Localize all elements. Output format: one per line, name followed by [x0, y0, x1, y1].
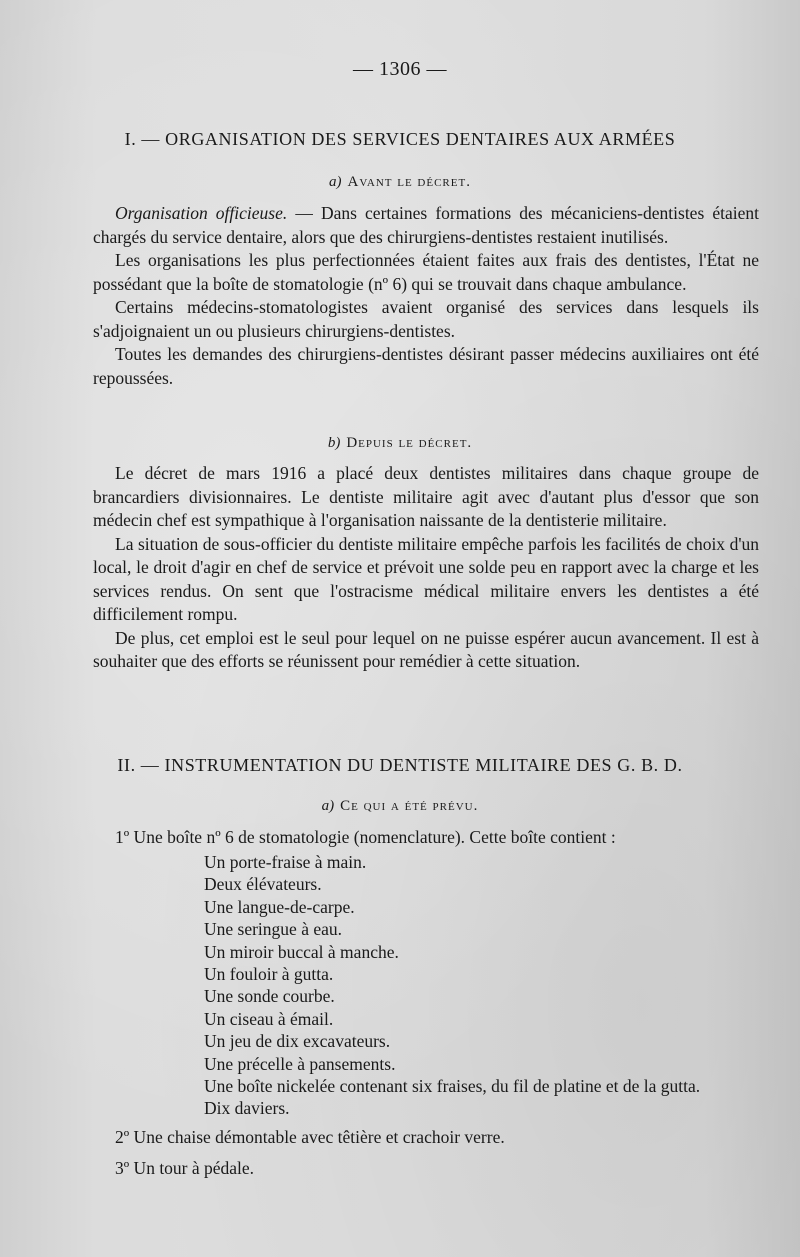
section-heading-instrumentation: II. — INSTRUMENTATION DU DENTISTE MILITAIRE DES G. B. D.	[117, 755, 683, 775]
subheading-depuis-le-decret	[0, 435, 800, 452]
list-item: Une sonde courbe.	[204, 986, 335, 1007]
subheading-ce-qui-a-ete-prevu	[0, 798, 800, 815]
paragraph-lead: Organisation officieuse.	[115, 203, 288, 223]
list-item: Un jeu de dix excavateurs.	[204, 1031, 391, 1052]
section-heading-organisation: I. — ORGANISATION DES SERVICES DENTAIRES AUX ARMÉES	[124, 129, 676, 149]
list-item: Une seringue à eau.	[204, 919, 342, 940]
subheading-letter: a)	[321, 798, 335, 814]
section1-body-after	[93, 462, 759, 674]
list-item: Dix daviers.	[204, 1098, 290, 1119]
numbered-item-3: 3º Un tour à pédale.	[115, 1158, 255, 1178]
paragraph-text: — Dans certaines formations des mécaniciens-dentistes étaient chargés du service dentaire, alors que des chirurgiens-dentistes restaient inutilisés.	[93, 203, 759, 247]
list-item: Deux élévateurs.	[204, 874, 322, 895]
list-item: Un fouloir à gutta.	[204, 964, 334, 985]
paragraph-medecins-stomatologistes: Certains médecins-stomatologistes avaient organisé des services dans lesquels ils s'adjoignaient un ou plusieurs chirurgiens-dentistes.	[93, 297, 759, 341]
subheading-letter: b)	[327, 435, 341, 451]
box-contents-list	[204, 851, 774, 1120]
paragraph-demandes: Toutes les demandes des chirurgiens-dentistes désirant passer médecins auxiliaires ont été repoussées.	[93, 344, 759, 388]
numbered-item-2: 2º Une chaise démontable avec têtière et crachoir verre.	[115, 1127, 505, 1147]
list-item: Un ciseau à émail.	[204, 1008, 334, 1029]
list-item: Une langue-de-carpe.	[204, 896, 355, 917]
paragraph-decret-mars-1916: Le décret de mars 1916 a placé deux dentistes militaires dans chaque groupe de brancardiers divisionnaires. Le dentiste militaire agit avec d'autant plus d'essor que son médecin chef est sympathique à l'organisation naissante de la dentisterie militaire.	[93, 463, 759, 530]
paragraph-organisation-officieuse	[93, 202, 759, 249]
paragraph-avancement: De plus, cet emploi est le seul pour lequel on ne puisse espérer aucun avancement. Il est à souhaiter que des efforts se réunissent pour remédier à cette situation.	[93, 627, 759, 671]
paragraph-organisations: Les organisations les plus perfectionnées étaient faites aux frais des dentistes, l'État ne possédant que la boîte de stomatologie (nº 6) qui se trouvait dans chaque ambulance.	[93, 250, 759, 294]
section1-body-before	[93, 202, 759, 390]
list-item: Un porte-fraise à main.	[204, 852, 367, 872]
subheading-title: Ce qui a été prévu.	[340, 798, 479, 814]
list-item: Une boîte nickelée contenant six fraises, du fil de platine et de la gutta.	[204, 1076, 701, 1097]
subheading-avant-le-decret	[0, 174, 800, 191]
numbered-item-1: 1º Une boîte nº 6 de stomatologie (nomenclature). Cette boîte contient :	[115, 827, 616, 847]
subheading-letter: a)	[329, 174, 342, 190]
page-number: — 1306 —	[353, 58, 447, 80]
list-item: Un miroir buccal à manche.	[204, 941, 399, 962]
list-item: Une précelle à pansements.	[204, 1053, 396, 1074]
subheading-title: Avant le décret.	[347, 174, 471, 190]
paragraph-sous-officier: La situation de sous-officier du dentiste militaire empêche parfois les facilités de choix d'un local, le droit d'agir en chef de service et prévoit une solde peu en rapport avec la charge et les services rendus. On sent que l'ostracisme médical militaire envers les dentistes a été difficilement rompu.	[93, 533, 759, 624]
subheading-title: Depuis le décret.	[346, 435, 473, 451]
